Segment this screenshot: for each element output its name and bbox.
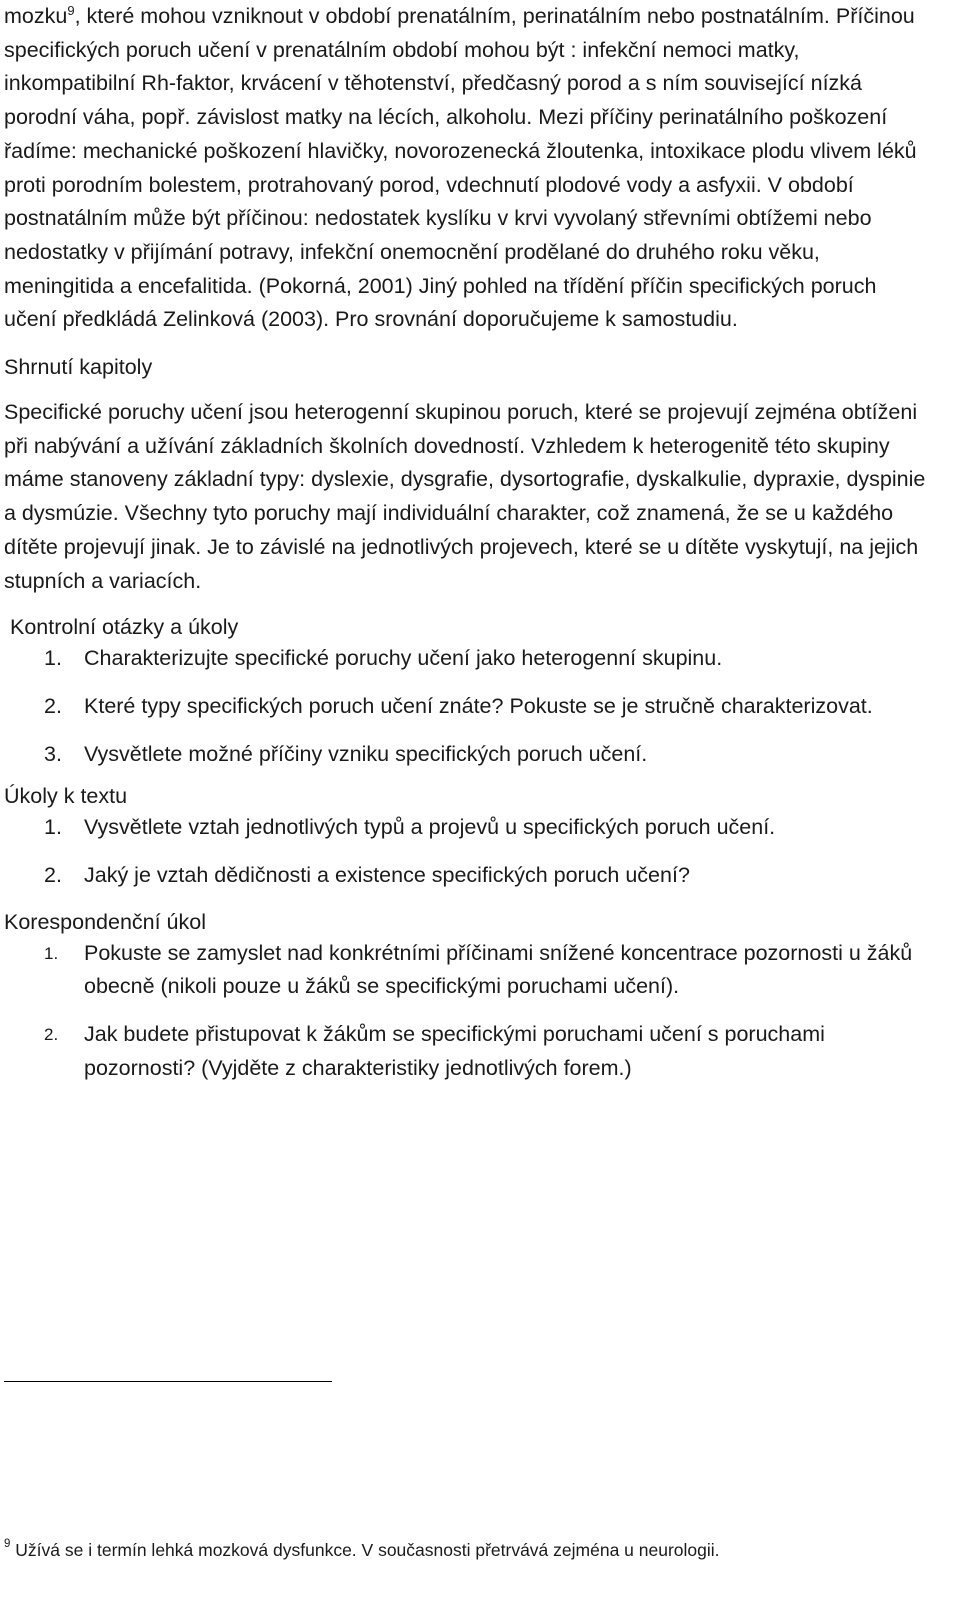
list-item-text: Jaký je vztah dědičnosti a existence specifických poruch učení? (84, 863, 690, 888)
paragraph-text: , které mohou vzniknout v období prenatálním, perinatálním nebo postnatálním. Příčinou specifických poruch učení v prenatálním období mohou být : infekční nemoci matky, inkompatibilní Rh-faktor, krvácení v těhotenství, předčasný porod a s ním související nízká porodní váha, popř. závislost matky na lécích, alkoholu. Mezi příčiny perinatálního poškození řadíme: mechanické poškození hlavičky, novorozenecká žloutenka, intoxikace plodu vlivem léků proti porodním bolestem, protrahovaný porod, vdechnutí plodové vody a asfyxii. V období postnatálním může být příčinou: nedostatek kyslíku v krvi vyvolaný střevními obtížemi nebo nedostatky v přijímání potravy, infekční onemocnění prodělané do druhého roku věku, meningitida a encefalitida. (Pokorná, 2001) Jiný pohled na třídění příčin specifických poruch učení předkládá Zelinková (2003). Pro srovnání doporučujeme k samostudiu. (4, 4, 917, 332)
list-item-text: Charakterizujte specifické poruchy učení jako heterogenní skupinu. (84, 646, 723, 671)
paragraph-start: mozku (4, 4, 68, 28)
list-item-number: 2. (44, 1025, 59, 1045)
body-paragraph-causes (4, 0, 934, 337)
list-item-number: 2. (44, 863, 62, 888)
text-tasks-heading: Úkoly k textu (4, 784, 128, 809)
footnote (4, 1536, 720, 1564)
list-item-number: 2. (44, 693, 62, 718)
list-item-text: Které typy specifických poruch učení znáte? Pokuste se je stručně charakterizovat. (84, 693, 873, 718)
list-item-number: 1. (44, 943, 59, 963)
list-item (4, 811, 934, 845)
footnote-mark: 9 (4, 1538, 11, 1550)
list-item-number: 1. (44, 646, 62, 671)
list-item (4, 690, 934, 724)
document-page (4, 0, 934, 1086)
review-questions-list (4, 642, 934, 771)
footnote-reference[interactable]: 9 (67, 2, 75, 18)
review-questions-heading: Kontrolní otázky a úkoly (10, 615, 239, 640)
list-item (4, 859, 934, 893)
list-item-number: 3. (44, 741, 62, 766)
list-item (4, 937, 934, 1004)
list-item-number: 1. (44, 815, 62, 840)
correspondence-task-heading: Korespondenční úkol (4, 909, 207, 934)
list-item-text: Jak budete přistupovat k žákům se specifickými poruchami učení s poruchami pozornosti? (Vyjděte z charakteristiky jednotlivých forem.) (84, 1022, 825, 1080)
list-item (4, 738, 934, 772)
summary-heading: Shrnutí kapitoly (4, 355, 153, 380)
list-item (4, 1018, 934, 1085)
correspondence-task-list (4, 937, 934, 1086)
footnote-separator (4, 1381, 332, 1382)
list-item-text: Vysvětlete vztah jednotlivých typů a projevů u specifických poruch učení. (84, 815, 776, 840)
summary-paragraph: Specifické poruchy učení jsou heterogenní skupinou poruch, které se projevují zejména obtíženi při nabývání a užívání základních školních dovedností. Vzhledem k heterogenitě této skupiny máme stanoveny základní typy: dyslexie, dysgrafie, dysortografie, dyskalkulie, dypraxie, dyspinie a dysmúzie. Všechny tyto poruchy mají individuální charakter, což znamená, že se u každého dítěte projevují jinak. Je to závislé na jednotlivých projevech, které se u dítěte vyskytují, na jejich stupních a variacích. (4, 400, 926, 593)
list-item-text: Vysvětlete možné příčiny vzniku specifických poruch učení. (84, 741, 648, 766)
list-item (4, 642, 934, 676)
text-tasks-list (4, 811, 934, 892)
list-item-text: Pokuste se zamyslet nad konkrétními příčinami snížené koncentrace pozornosti u žáků obecně (nikoli pouze u žáků se specifickými poruchami učení). (84, 940, 913, 999)
footnote-text: Užívá se i termín lehká mozková dysfunkce. V současnosti přetrvává zejména u neurologii. (15, 1540, 720, 1560)
